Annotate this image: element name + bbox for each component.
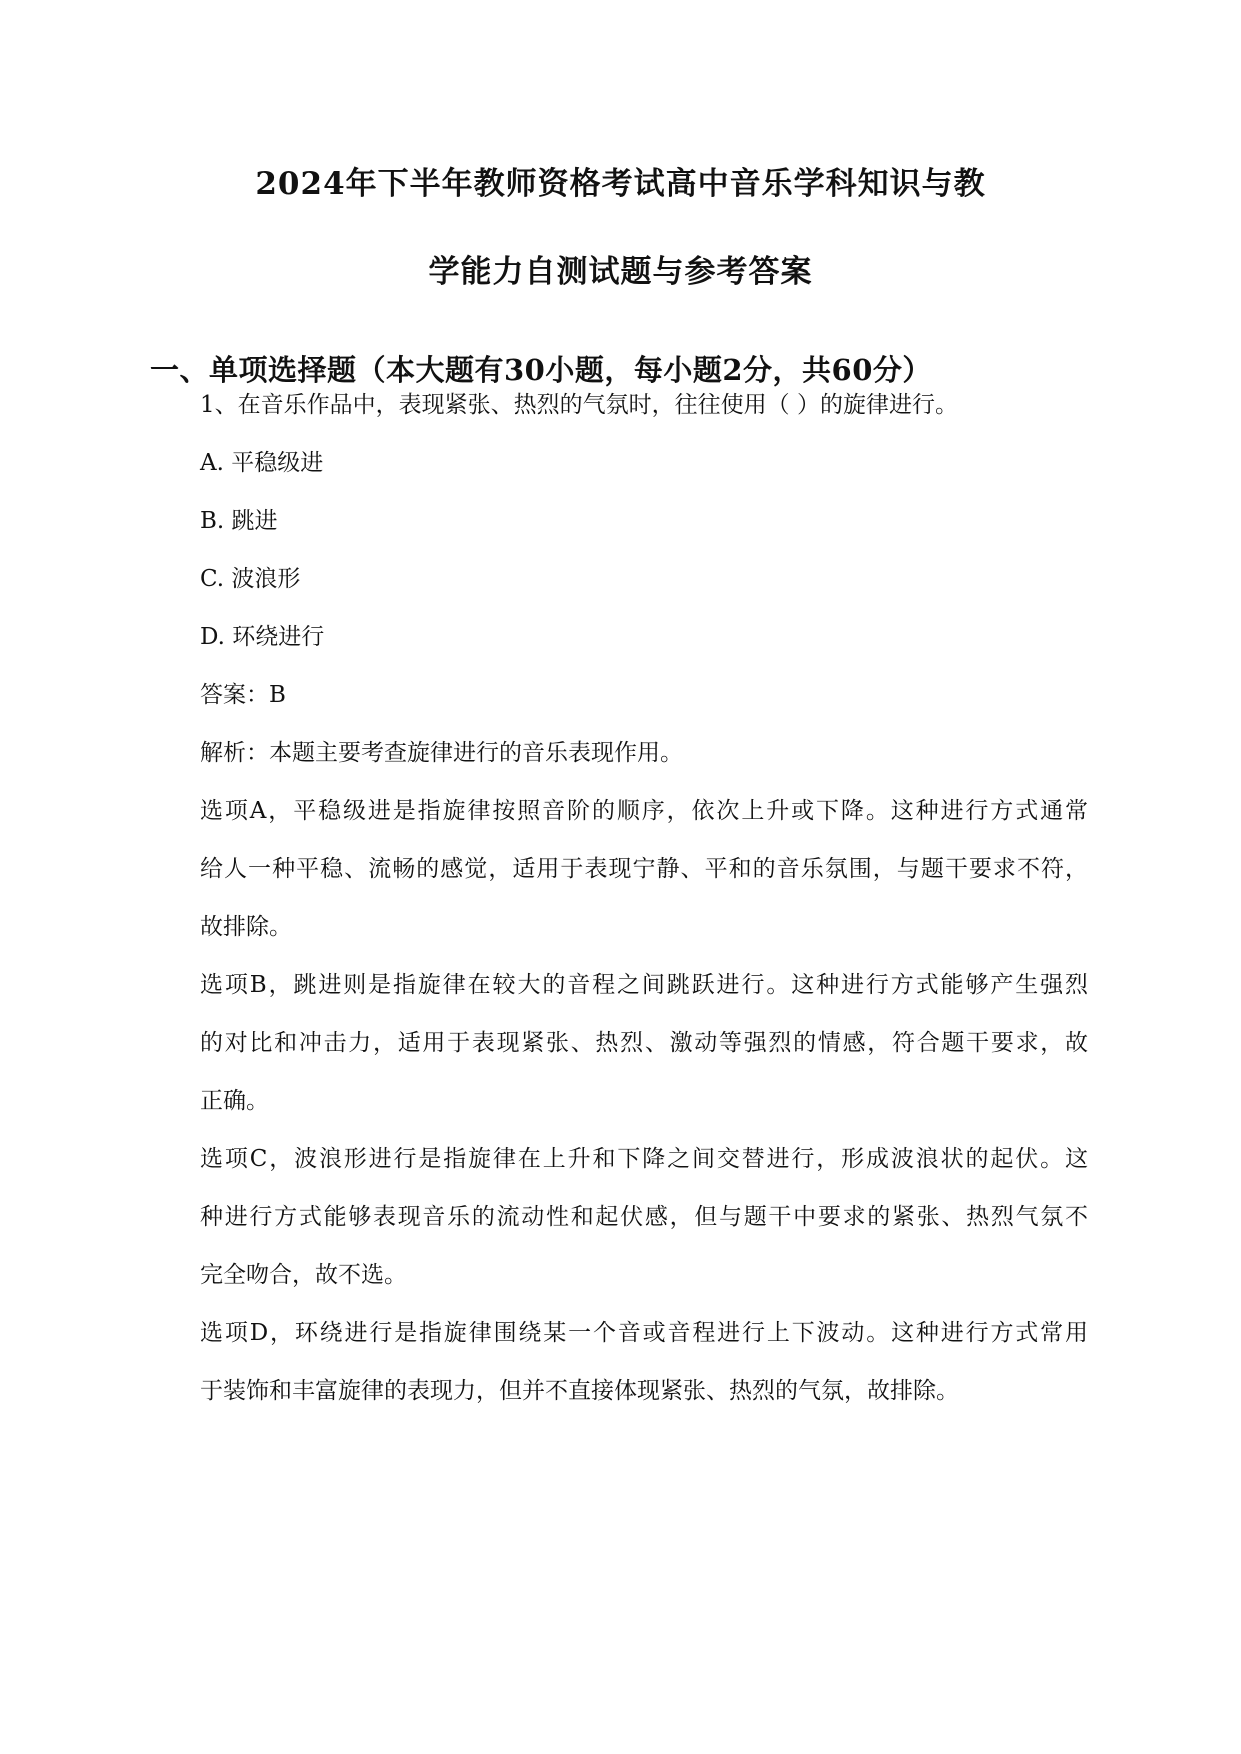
explanation-line: 选项D，环绕进行是指旋律围绕某一个音或音程进行上下波动。这种进行方式常用 [200,1320,1088,1346]
explanation-line: 正确。 [200,1088,269,1114]
explanation-line: 种进行方式能够表现音乐的流动性和起伏感，但与题干中要求的紧张、热烈气氛不 [200,1204,1088,1230]
option-a: A. 平稳级进 [200,450,324,476]
section-heading: 一、单项选择题（本大题有30小题，每小题2分，共60分） [150,353,932,387]
explanation-line: 完全吻合，故不选。 [200,1262,407,1288]
option-b: B. 跳进 [200,508,278,534]
explanation-line: 选项A，平稳级进是指旋律按照音阶的顺序，依次上升或下降。这种进行方式通常 [200,798,1088,824]
explanation-line: 于装饰和丰富旋律的表现力，但并不直接体现紧张、热烈的气氛，故排除。 [200,1378,959,1404]
analysis-intro: 解析：本题主要考查旋律进行的音乐表现作用。 [200,740,683,766]
explanation-line: 给人一种平稳、流畅的感觉，适用于表现宁静、平和的音乐氛围，与题干要求不符， [200,856,1088,882]
question-stem: 1、在音乐作品中，表现紧张、热烈的气氛时，往往使用（ ）的旋律进行。 [200,392,958,418]
explanation-line: 选项C，波浪形进行是指旋律在上升和下降之间交替进行，形成波浪状的起伏。这 [200,1146,1088,1172]
option-c: C. 波浪形 [200,566,301,592]
document-title-line-1: 2024年下半年教师资格考试高中音乐学科知识与教 [255,166,986,202]
explanation-line: 故排除。 [200,914,292,940]
answer-line: 答案：B [200,682,286,708]
explanation-line: 的对比和冲击力，适用于表现紧张、热烈、激动等强烈的情感，符合题干要求，故 [200,1030,1088,1056]
explanation-line: 选项B，跳进则是指旋律在较大的音程之间跳跃进行。这种进行方式能够产生强烈 [200,972,1088,998]
option-d: D. 环绕进行 [200,624,325,650]
document-title-line-2: 学能力自测试题与参考答案 [428,254,813,290]
